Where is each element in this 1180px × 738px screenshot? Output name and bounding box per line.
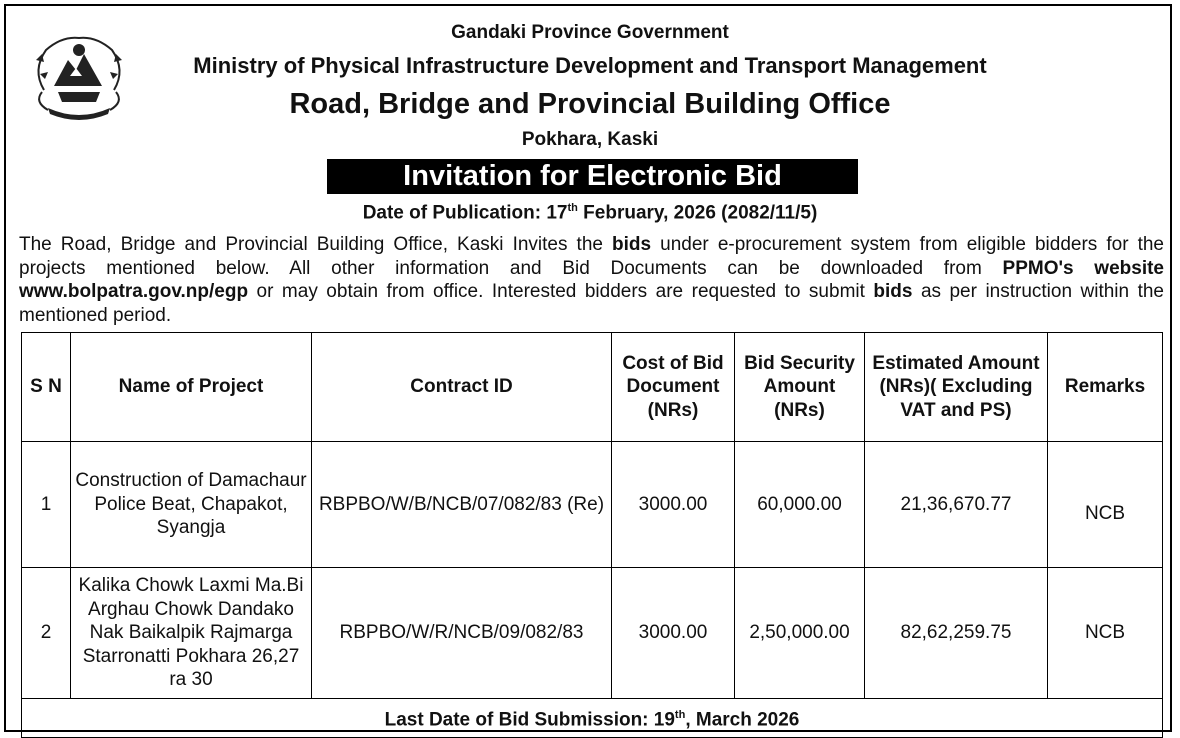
notice-body-text: The Road, Bridge and Provincial Building Office, Kaski Invites the bids under e-procurement system from eligible bidders for the projects mentioned below. All other information and Bid Documents can be downloaded from PPMO's website www.bolpatra.gov.np/egp or may obtain from office. Interested bidders are requested to submit bids as per instruction within the mentioned period. <box>19 234 1164 326</box>
cell-security: 60,000.00 <box>735 442 865 568</box>
cell-cost: 3000.00 <box>612 442 735 568</box>
cell-project: Construction of Damachaur Police Beat, Chapakot, Syangja <box>71 442 312 568</box>
office-name: Road, Bridge and Provincial Building Office <box>289 88 891 120</box>
cell-contract-id: RBPBO/W/R/NCB/09/082/83 <box>312 568 612 699</box>
cell-sn: 2 <box>22 568 71 699</box>
submission-deadline: Last Date of Bid Submission: 19th, March 2026 <box>22 699 1163 738</box>
table-row <box>22 442 1163 568</box>
cell-remarks: NCB <box>1048 568 1163 699</box>
col-header-remarks: Remarks <box>1048 333 1163 442</box>
cell-security: 2,50,000.00 <box>735 568 865 699</box>
table-row <box>22 568 1163 699</box>
cell-cost: 3000.00 <box>612 568 735 699</box>
publication-date: Date of Publication: 17th February, 2026 (2082/11/5) <box>362 202 818 224</box>
cell-remarks: NCB <box>1048 442 1163 568</box>
col-header-security: Bid Security Amount (NRs) <box>735 333 865 442</box>
cell-sn: 1 <box>22 442 71 568</box>
col-header-sn: S N <box>22 333 71 442</box>
cell-estimate: 82,62,259.75 <box>865 568 1048 699</box>
cell-contract-id: RBPBO/W/B/NCB/07/082/83 (Re) <box>312 442 612 568</box>
bid-projects-table <box>21 332 1163 738</box>
cell-project: Kalika Chowk Laxmi Ma.Bi Arghau Chowk Dandako Nak Baikalpik Rajmarga Starronatti Pokhara 26,27 ra 30 <box>71 568 312 699</box>
col-header-project: Name of Project <box>71 333 312 442</box>
ppmo-website-link[interactable]: PPMO's website www.bolpatra.gov.np/egp <box>19 257 1164 302</box>
ministry-name: Ministry of Physical Infrastructure Development and Transport Management <box>193 53 987 78</box>
col-header-estimate: Estimated Amount (NRs)( Excluding VAT and PS) <box>865 333 1048 442</box>
col-header-cost: Cost of Bid Document (NRs) <box>612 333 735 442</box>
cell-estimate: 21,36,670.77 <box>865 442 1048 568</box>
submission-deadline-row <box>22 699 1163 738</box>
notice-title-banner: Invitation for Electronic Bid <box>327 159 858 194</box>
office-location: Pokhara, Kaski <box>521 129 659 150</box>
government-name: Gandaki Province Government <box>451 22 729 43</box>
table-header-row <box>22 333 1163 442</box>
col-header-contract-id: Contract ID <box>312 333 612 442</box>
